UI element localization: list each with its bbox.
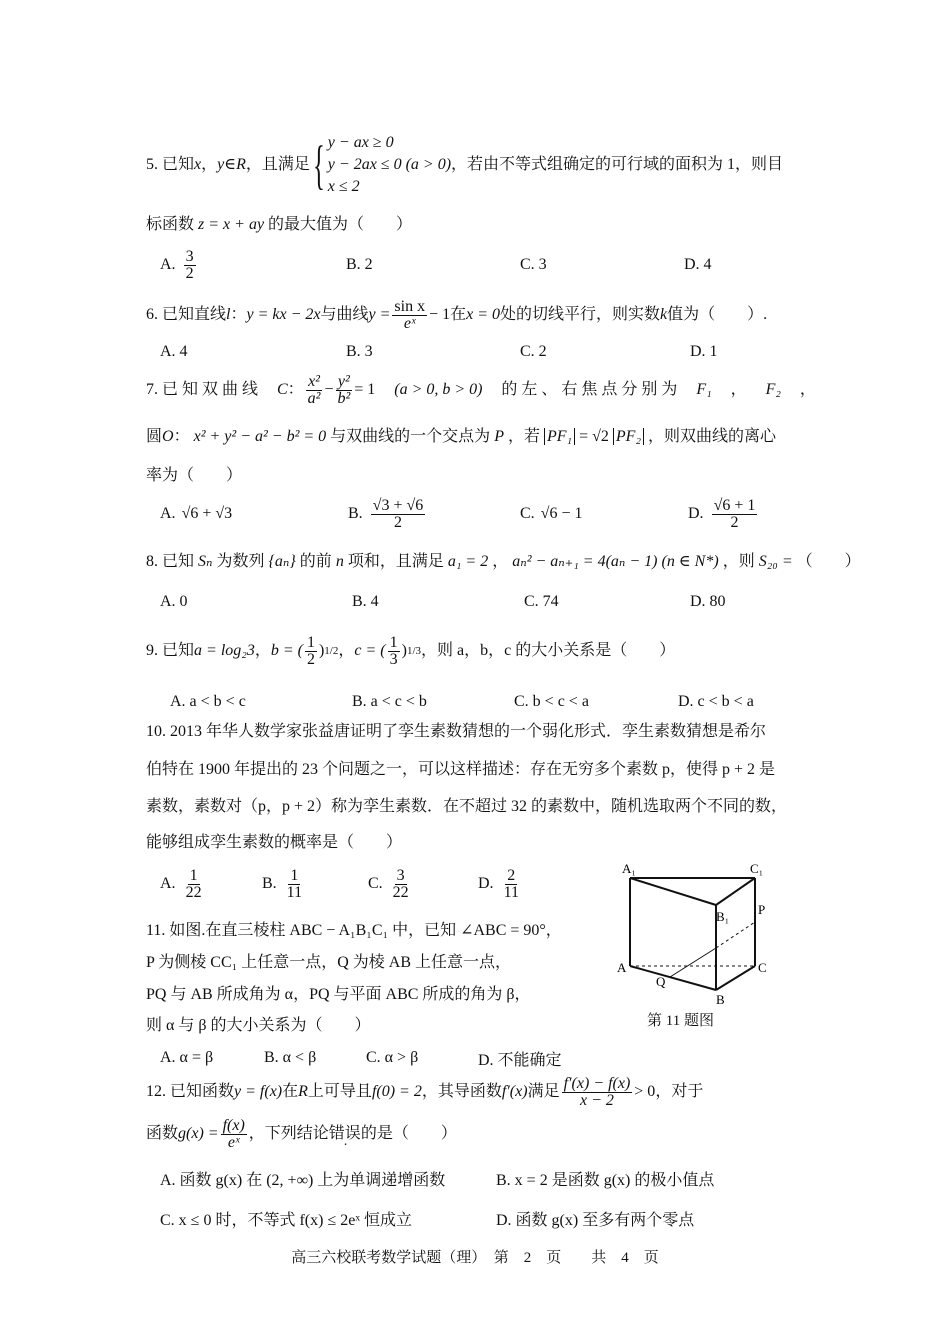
q12-option-c[interactable]: C. x ≤ 0 时，不等式 f(x) ≤ 2eˣ 恒成立: [160, 1211, 412, 1229]
q11-option-b[interactable]: B. α < β: [264, 1049, 317, 1066]
q8-Sn: Sₙ: [198, 553, 213, 570]
q7-frac-x: [306, 374, 323, 407]
q5-options: [160, 245, 820, 285]
q7-b-fraction: [371, 498, 426, 531]
segment-pq-hidden: [716, 922, 755, 948]
q6-line-eq: y = kx − 2x: [246, 306, 321, 323]
q7-F2: F₂: [765, 381, 781, 398]
q10-line1: 10. 2013 年华人数学家张益唐证明了孪生素数猜想的一个弱化形式．孪生素数猜想是希尔: [146, 723, 767, 740]
q10-line4: 能够组成孪生素数的概率是（ ）: [146, 834, 403, 851]
edge-b1c1: [716, 878, 755, 905]
q5-ineq3: x ≤ 2: [327, 178, 360, 195]
q5-lead: 5. 已知: [146, 156, 195, 173]
q11-options: [160, 1046, 820, 1070]
q11-option-c[interactable]: C. α > β: [366, 1049, 419, 1066]
q10-b-fraction: [285, 868, 304, 901]
q5-comma: ，: [201, 156, 218, 173]
q6-fraction: [392, 299, 427, 332]
q5-x: x: [194, 156, 202, 173]
q7-line2a: 圆: [146, 428, 163, 445]
q8-options: [160, 590, 820, 614]
q12-g-fraction: [221, 1118, 247, 1151]
page-footer: 高三六校联考数学试题（理） 第 2 页 共 4 页: [291, 1250, 659, 1266]
q10-c-label: C.: [368, 875, 383, 892]
q7-eq: = √2: [579, 428, 609, 445]
q7-x2: x²: [308, 372, 320, 390]
q5-ineq1: y − ax ≥ 0: [327, 134, 394, 151]
q12-f: y = f(x): [234, 1083, 283, 1100]
q7-PF2: PF₂: [613, 428, 644, 445]
q8-mid5: ，则: [722, 553, 755, 570]
q12-mid5: ，对于: [655, 1083, 704, 1100]
q6-line1: [146, 295, 816, 335]
q9-b-pre: b = (: [270, 642, 303, 659]
q5-option-c[interactable]: C. 3: [520, 256, 547, 273]
q7-a2: a²: [307, 389, 321, 407]
q6-option-c[interactable]: C. 2: [520, 343, 547, 360]
q6-tail2: 值为（ ）.: [667, 306, 768, 323]
q12-options-row2: [160, 1206, 820, 1230]
q6-lead: 6. 已知直线: [146, 306, 227, 323]
label-c1: C₁: [750, 861, 764, 876]
q9-option-b[interactable]: B. a < c < b: [352, 693, 427, 710]
q10-d-den: 11: [503, 883, 519, 901]
q12-cond-rhs: > 0: [634, 1083, 656, 1100]
q7-b2: b²: [337, 389, 351, 407]
q7-a-label: A.: [160, 505, 176, 522]
q11-option-d[interactable]: D. 不能确定: [478, 1051, 562, 1069]
q9-b-fraction: [305, 635, 317, 668]
q5-option-a-fraction: [184, 249, 196, 282]
q10-d-label: D.: [478, 875, 494, 892]
q9-c-den: 3: [389, 650, 398, 668]
q12-fp: f′(x): [501, 1083, 528, 1100]
q8-a1: a₁ = 2: [447, 553, 489, 570]
q9-tail: ，则 a，b，c 的大小关系是（ ）: [421, 642, 676, 659]
q7-line2c: ，若: [507, 428, 540, 445]
q10-b-den: 11: [286, 883, 303, 901]
q7-b-label: B.: [348, 505, 363, 522]
q7-F1: F₁: [696, 381, 712, 398]
q5-brace: {: [313, 135, 325, 195]
q7-c-label: C.: [520, 505, 535, 522]
q7-option-a[interactable]: [160, 494, 232, 534]
q12-g-den: eˣ: [227, 1133, 240, 1151]
q9-lead: 9. 已知: [146, 642, 195, 659]
q7-frac-y: [335, 374, 352, 407]
q8-option-d[interactable]: D. 80: [690, 593, 726, 610]
q12-mid1: 在: [282, 1083, 299, 1100]
q7-O: O: [162, 428, 174, 445]
q7-c-value: √6 − 1: [540, 505, 583, 522]
q6-y-eq: y =: [368, 306, 391, 323]
q6-minus1: − 1: [429, 306, 451, 323]
q5-line2: [146, 215, 816, 235]
q7-option-c[interactable]: [520, 494, 582, 534]
q9-b-num: 1: [306, 633, 315, 651]
q7-d-label: D.: [688, 505, 704, 522]
q6-tail: 处的切线平行，则实数: [500, 306, 661, 323]
q12-line2c: 的是（ ）: [360, 1125, 457, 1142]
q8-S20: S₂₀ =: [758, 553, 793, 570]
q10-option-c[interactable]: [368, 864, 413, 904]
q12-options-row1: [160, 1166, 820, 1190]
q5-option-a[interactable]: [160, 245, 198, 285]
q12-cond-den: x − 2: [579, 1091, 614, 1109]
q6-options: [160, 340, 820, 364]
q7-b-num: √3 + √6: [372, 496, 424, 514]
q6-option-b[interactable]: B. 3: [346, 343, 373, 360]
q12-g-num: f(x): [222, 1116, 245, 1134]
q10-option-a[interactable]: [160, 864, 206, 904]
q8-line1: [146, 552, 861, 572]
q7-b-den: 2: [393, 513, 402, 531]
q8-tail: （ ）: [796, 553, 861, 570]
q7-line2: 圆O： x² + y² − a² − b² = 0 与双曲线的一个交点为 P ，若 PF₁ = √2 PF₂ ，则双曲线的离心: [146, 428, 777, 445]
q12-line2: [146, 1114, 816, 1154]
q9-option-a[interactable]: A. a < b < c: [170, 693, 246, 710]
q5-a-den: 2: [185, 264, 194, 282]
q5-tail: ，若由不等式组确定的可行域的面积为 1，则目: [451, 156, 784, 173]
q5-line1: [146, 130, 816, 200]
q9-b-den: 2: [306, 650, 315, 668]
q10-option-d[interactable]: [478, 864, 523, 904]
q6-mid: 与曲线: [320, 306, 369, 323]
q7-a-value: √6 + √3: [181, 505, 233, 522]
q10-a-num: 1: [189, 866, 198, 884]
q7-line3: 率为（ ）: [146, 467, 243, 484]
q5-objective: z = x + ay: [198, 216, 265, 233]
q8-option-c[interactable]: C. 74: [524, 593, 559, 610]
q7-cond: (a > 0, b > 0): [394, 381, 483, 398]
q7-y2: y²: [337, 372, 350, 390]
q12-lead: 12. 已知函数: [146, 1083, 235, 1100]
q9-c-pre: c = (: [354, 642, 386, 659]
q8-mid1: 为数列: [216, 553, 265, 570]
q12-line2b: ，下列结论: [248, 1125, 329, 1142]
q8-mid2: 的前: [299, 553, 332, 570]
q7-options: [160, 494, 820, 534]
q10-c-num: 3: [396, 866, 405, 884]
q7-C: C: [276, 381, 288, 398]
q12-mid4: 满足: [527, 1083, 560, 1100]
q5-cond: ，且满足: [245, 156, 310, 173]
q7-d-num: √6 + 1: [713, 496, 756, 514]
q7-PF1: PF₁: [544, 428, 575, 445]
q6-frac-den: eˣ: [403, 314, 416, 332]
q5-option-a-label: A.: [160, 256, 176, 273]
q7-d-fraction: [712, 498, 758, 531]
q10-line2: 伯特在 1900 年提出的 23 个问题之一，可以这样描述：存在无穷多个素数 p，使得 p + 2 是: [146, 761, 776, 778]
edge-ab: [630, 966, 716, 990]
q11-line4: 则 α 与 β 的大小关系为（ ）: [146, 1017, 371, 1034]
q10-a-den: 22: [185, 883, 202, 901]
q8-an: {aₙ}: [268, 553, 296, 570]
label-q: Q: [656, 974, 666, 989]
q7-line2d: ，则双曲线的离心: [648, 428, 777, 445]
label-b1: B₁: [716, 909, 730, 924]
q7-lead: 7. 已 知 双 曲 线: [146, 381, 259, 398]
q12-f0: f(0) = 2: [371, 1083, 422, 1100]
q6-k: k: [660, 306, 668, 323]
q8-mid3: 项和，且满足: [347, 553, 444, 570]
q8-recurrence: aₙ² − aₙ₊₁ = 4(aₙ − 1) (n ∈ N*): [512, 553, 719, 570]
q10-d-fraction: [502, 868, 521, 901]
q10-c-fraction: [391, 868, 411, 901]
edge-bc: [716, 966, 755, 990]
q7-mid: 的 左 、 右 焦 点 分 别 为: [501, 381, 678, 398]
q7-d-den: 2: [730, 513, 739, 531]
edge-a1b1: [630, 878, 716, 905]
q10-option-b[interactable]: [262, 864, 306, 904]
q12-cond-num: f′(x) − f(x): [563, 1074, 631, 1092]
q9-line1: 9. 已知 a = log₂3 ， b = ( $\frac{1}{2}$ ) 1/2 ， c = ( $\frac{1}{3}$ ) 1/3 ，则 a，b，c 的大小关系是（ ）: [146, 633, 676, 668]
q7-option-b[interactable]: [348, 494, 427, 534]
q7-hyperbola: C ： $\frac{\text{x²}}{\text{a²}}$ − $\frac{\text{y²}}{\text{b²}}$ = 1: [276, 372, 376, 407]
q12-line1: [146, 1072, 816, 1112]
q9-c-fraction: [388, 635, 400, 668]
q8-option-b[interactable]: B. 4: [352, 593, 379, 610]
q6-x0: x = 0: [466, 306, 501, 323]
segment-pq-visible: [670, 948, 716, 977]
q9-a: a = log₂3: [194, 642, 255, 659]
q8-n: n: [335, 553, 344, 570]
q11-line3: PQ 与 AB 所成角为 α，PQ 与平面 ABC 所成的角为 β，: [146, 986, 531, 1003]
q9-options: [160, 690, 820, 714]
q12-g: g(x) =: [178, 1125, 219, 1142]
q10-a-fraction: [184, 868, 204, 901]
q7-line2b: 与双曲线的一个交点为: [330, 428, 491, 445]
q6-frac-num: sin x: [394, 297, 426, 315]
q6-l: l: [226, 306, 231, 323]
q11-figure-caption: 第 11 题图: [647, 1013, 714, 1029]
q5-yR: y∈R: [217, 156, 246, 173]
q10-c-den: 22: [392, 883, 409, 901]
q7-P: P: [494, 428, 504, 445]
q10-b-num: 1: [290, 866, 299, 884]
q10-d-num: 2: [507, 866, 516, 884]
q9-option-d[interactable]: D. c < b < a: [678, 693, 754, 710]
q9-c-num: 1: [389, 633, 398, 651]
q7-circle: x² + y² − a² − b² = 0: [193, 428, 327, 445]
q12-mid3: ，其导函数: [421, 1083, 502, 1100]
q12-cond-fraction: [562, 1076, 633, 1109]
label-p: P: [758, 902, 766, 917]
q12-wrong-emphasis: 错误 ·: [329, 1124, 361, 1144]
q5-inequality-system: [310, 132, 451, 198]
q10-a-label: A.: [160, 875, 176, 892]
q12-option-d[interactable]: D. 函数 g(x) 至多有两个零点: [496, 1211, 695, 1229]
q11-prism-figure: [610, 858, 780, 1008]
q5-line2b: 的最大值为（ ）: [268, 216, 413, 233]
q12-R: R: [298, 1083, 308, 1100]
q12-option-b[interactable]: B. x = 2 是函数 g(x) 的极小值点: [496, 1171, 715, 1189]
q11-line2: P 为侧棱 CC₁ 上任意一点，Q 为棱 AB 上任意一点，: [146, 954, 512, 971]
q5-option-d[interactable]: D. 4: [684, 256, 712, 273]
q5-a-num: 3: [185, 247, 194, 265]
q12-option-a[interactable]: A. 函数 g(x) 在 (2, +∞) 上为单调递增函数: [160, 1171, 446, 1189]
q8-lead: 8. 已知: [146, 553, 195, 570]
q6-at: 在: [450, 306, 467, 323]
q11-line1: 11. 如图.在直三棱柱 ABC − A₁B₁C₁ 中，已知 ∠ABC = 90°，: [146, 922, 562, 939]
label-a: A: [617, 960, 627, 975]
q9-option-c[interactable]: C. b < c < a: [514, 693, 589, 710]
q5-line2-text: 标函数: [146, 216, 195, 233]
q5-option-b[interactable]: B. 2: [346, 256, 373, 273]
q12-line2a: 函数: [146, 1125, 179, 1142]
q6-option-d[interactable]: D. 1: [690, 343, 718, 360]
label-c: C: [758, 960, 767, 975]
q5-ineq2: y − 2ax ≤ 0 (a > 0): [327, 156, 452, 173]
label-a1: A₁: [622, 861, 636, 876]
q12-mid2: 上可导且: [307, 1083, 372, 1100]
q8-option-a[interactable]: A. 0: [160, 593, 188, 610]
q8-mid4: ，: [492, 553, 509, 570]
q10-line3: 素数，素数对（p，p + 2）称为孪生素数．在不超过 32 的素数中，随机选取两个不同的数，: [146, 798, 788, 815]
q6-option-a[interactable]: A. 4: [160, 343, 188, 360]
q6-colon: ：: [230, 306, 247, 323]
q7-option-d[interactable]: [688, 494, 759, 534]
label-b: B: [716, 992, 725, 1007]
q10-b-label: B.: [262, 875, 277, 892]
q10-options: [160, 864, 580, 904]
q7-rhs: = 1: [354, 381, 376, 398]
q11-option-a[interactable]: A. α = β: [160, 1049, 214, 1066]
q7-line1: 7. 已 知 双 曲 线 C ： $\frac{\text{x²}}{\text{a²}}$ − $\frac{\text{y²}}{\text{b²}}$ = 1 (a > 0, b > 0) 的 左 、 右 焦 点 分 别 为 F₁ ， F₂ ，: [146, 372, 816, 407]
